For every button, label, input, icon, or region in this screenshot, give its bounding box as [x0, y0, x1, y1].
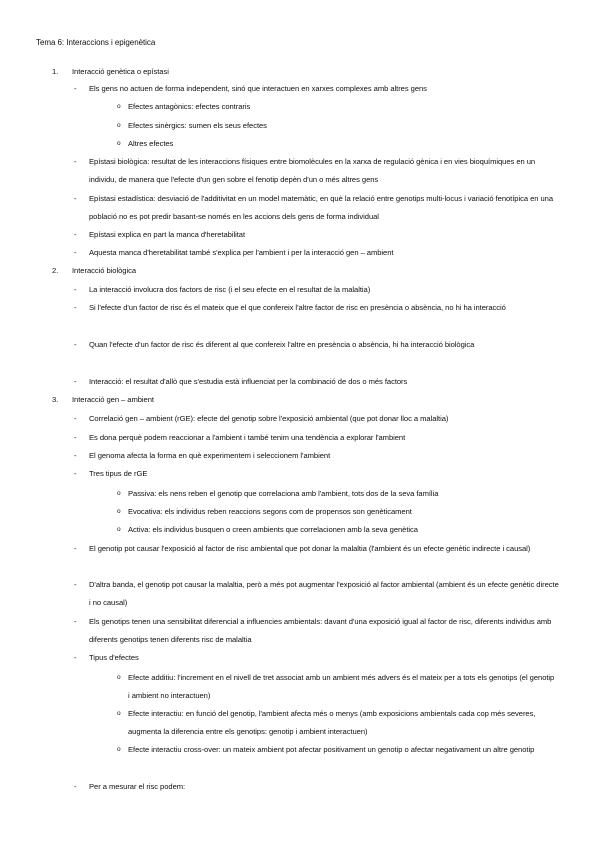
sub-item	[117, 521, 557, 539]
section-number: 1.	[52, 67, 59, 76]
circle-bullet: o	[117, 103, 121, 110]
sub-item	[117, 135, 557, 153]
section-title: Interacció gen – ambient	[72, 395, 154, 404]
sub-item	[117, 117, 557, 135]
list-item-text: Epístasi estadística: desviació de l'additivitat en un model matemàtic, en què la relació entre genotips multi-locus i variació fenotípica en una població no es pot predir basant-se només en les accions dels gens de forma individual	[89, 194, 554, 222]
circle-bullet: o	[117, 140, 121, 147]
sub-item	[117, 485, 557, 503]
dash-bullet: -	[74, 230, 77, 239]
sub-item-text: Evocativa: els individus reben reaccions segons com de propensos son genèticament	[128, 507, 412, 516]
list-item-text: Els gens no actuen de forma independent, sinó que interactuen en xarxes complexes amb altres gens	[89, 84, 427, 93]
dash-bullet: -	[74, 544, 77, 553]
list-item-text: D'altra banda, el genotip pot causar la malaltia, però a més pot augmentar l'exposició al factor ambiental (ambient és un efecte genètic directe i no causal)	[89, 580, 559, 608]
page-title: Tema 6: Interaccions i epigenètica	[36, 38, 156, 47]
dash-bullet: -	[74, 340, 77, 349]
circle-bullet: o	[117, 674, 121, 681]
list-item	[74, 244, 562, 262]
circle-bullet: o	[117, 526, 121, 533]
list-item	[74, 410, 562, 428]
list-item	[74, 299, 562, 317]
sub-item	[117, 669, 557, 705]
sub-item	[117, 503, 557, 521]
section-number: 3.	[52, 395, 59, 404]
dash-bullet: -	[74, 194, 77, 203]
dash-bullet: -	[74, 285, 77, 294]
sub-item-text: Efectes antagònics: efectes contraris	[128, 102, 251, 111]
dash-bullet: -	[74, 84, 77, 93]
sub-item	[117, 741, 557, 759]
list-item	[74, 190, 562, 226]
section-title: Interacció genètica o epístasi	[72, 67, 169, 76]
sub-item-text: Efecte interactiu cross-over: un mateix ambient pot afectar positivament un genotip o afectar negativament un altre genotip	[128, 745, 535, 754]
list-item-text: Quan l'efecte d'un factor de risc és diferent al que confereix l'altre en presència o absència, hi ha interacció biològica	[89, 340, 475, 349]
circle-bullet: o	[117, 746, 121, 753]
dash-bullet: -	[74, 617, 77, 626]
circle-bullet: o	[117, 710, 121, 717]
list-item-text: Els genotips tenen una sensibilitat diferencial a influencies ambientals: davant d'una exposició igual al factor de risc, diferents individus amb diferents genotips tenen diferents risc de malaltia	[89, 617, 552, 645]
list-item	[74, 778, 562, 796]
list-item-text: La interacció involucra dos factors de risc (i el seu efecte en el resultat de la malaltia)	[89, 285, 371, 294]
dash-bullet: -	[74, 248, 77, 257]
dash-bullet: -	[74, 580, 77, 589]
list-item	[74, 226, 562, 244]
list-item-text: Es dona perquè podem reaccionar a l'ambient i també tenim una tendència a explorar l'ambient	[89, 433, 406, 442]
list-item	[74, 80, 562, 98]
dash-bullet: -	[74, 303, 77, 312]
dash-bullet: -	[74, 433, 77, 442]
list-item-text: Per a mesurar el risc podem:	[89, 782, 186, 791]
list-item	[74, 465, 562, 483]
dash-bullet: -	[74, 451, 77, 460]
list-item	[74, 281, 562, 299]
circle-bullet: o	[117, 122, 121, 129]
section-3-heading	[52, 395, 154, 404]
list-item	[74, 576, 562, 612]
list-item-text: Tipus d'efectes	[89, 653, 139, 662]
section-title: Interacció biològica	[72, 266, 137, 275]
list-item	[74, 153, 562, 189]
sub-item-text: Activa: els individus busquen o creen ambients que correlacionen amb la seva genètica	[128, 525, 418, 534]
dash-bullet: -	[74, 157, 77, 166]
circle-bullet: o	[117, 508, 121, 515]
list-item-text: Correlació gen – ambient (rGE): efecte del genotip sobre l'exposició ambiental (que pot donar lloc a malaltia)	[89, 414, 449, 423]
dash-bullet: -	[74, 653, 77, 662]
sub-item-text: Efecte additiu: l'increment en el nivell de tret associat amb un ambient més advers és el mateix per a tots els genotips (el genotip i ambient no interactuen)	[128, 673, 555, 701]
dash-bullet: -	[74, 377, 77, 386]
list-item	[74, 336, 562, 354]
list-item	[74, 447, 562, 465]
list-item-text: Epístasi biològica: resultat de les interaccions físiques entre biomolècules en la xarxa de regulació gènica i en vies bioquímiques en un individu, de manera que l'efecte d'un gen sobre el fenotip depèn d'un o més altres gens	[89, 157, 536, 185]
section-2-heading	[52, 266, 136, 275]
sub-item-text: Efecte interactiu: en funció del genotip, l'ambient afecta més o menys (amb exposicions ambientals cada cop més severes, augmenta la diferencia entre els genotips: genotip i ambient interactuen)	[128, 709, 536, 737]
list-item-text: Tres tipus de rGE	[89, 469, 148, 478]
sub-item	[117, 705, 557, 741]
circle-bullet: o	[117, 490, 121, 497]
list-item	[74, 613, 562, 649]
list-item	[74, 649, 562, 667]
list-item-text: Aquesta manca d'heretabilitat també s'explica per l'ambient i per la interacció gen – ambient	[89, 248, 394, 257]
list-item-text: Interacció: el resultat d'allò que s'estudia està influenciat per la combinació de dos o més factors	[89, 377, 408, 386]
dash-bullet: -	[74, 414, 77, 423]
section-1-heading	[52, 67, 169, 76]
list-item-text: Epístasi explica en part la manca d'heretabilitat	[89, 230, 246, 239]
sub-item-text: Efectes sinèrgics: sumen els seus efectes	[128, 121, 267, 130]
section-number: 2.	[52, 266, 59, 275]
list-item-text: Si l'efecte d'un factor de risc és el mateix que el que confereix l'altre factor de risc en presència o absència, no hi ha interacció	[89, 303, 506, 312]
sub-item-text: Altres efectes	[128, 139, 174, 148]
list-item-text: El genotip pot causar l'exposició al factor de risc ambiental que pot donar la malaltia (l'ambient és un efecte genètic indirecte i causal)	[89, 544, 531, 553]
dash-bullet: -	[74, 782, 77, 791]
list-item-text: El genoma afecta la forma en què experimentem i seleccionem l'ambient	[89, 451, 331, 460]
list-item	[74, 540, 562, 558]
sub-item-text: Passiva: els nens reben el genotip que correlaciona amb l'ambient, tots dos de la seva família	[128, 489, 439, 498]
sub-item	[117, 98, 557, 116]
list-item	[74, 373, 562, 391]
dash-bullet: -	[74, 469, 77, 478]
list-item	[74, 429, 562, 447]
